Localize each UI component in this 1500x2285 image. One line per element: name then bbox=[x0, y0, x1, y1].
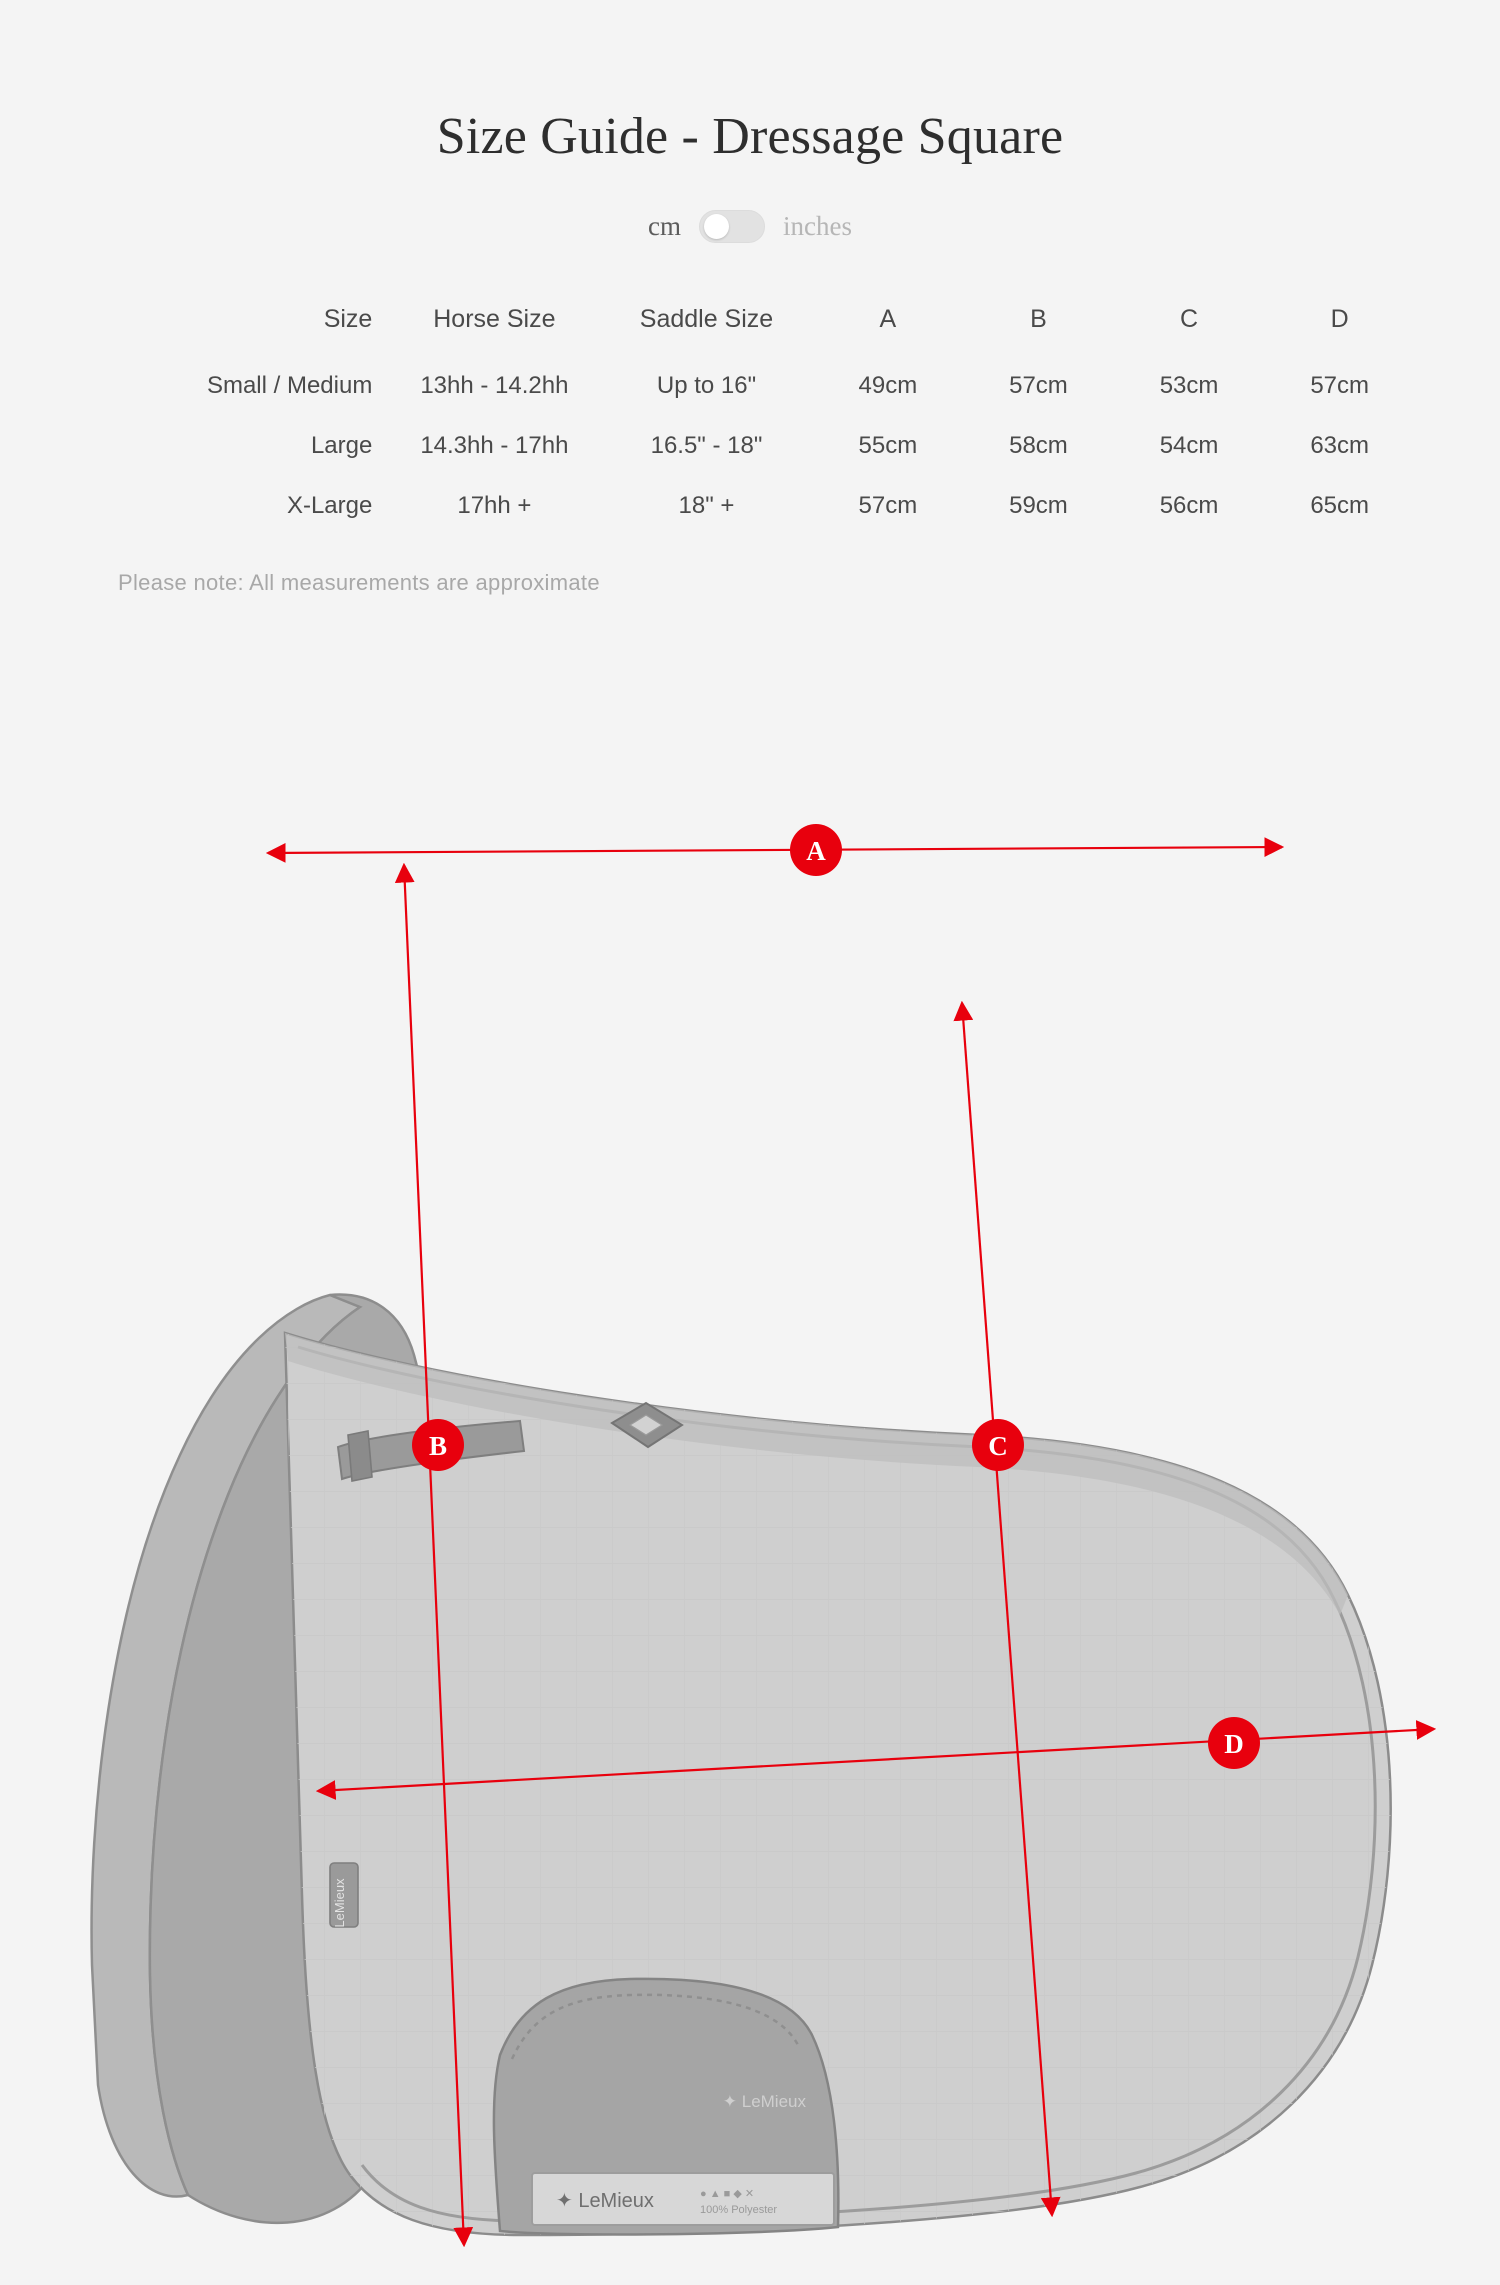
header-a: A bbox=[879, 304, 897, 333]
svg-text:● ▲ ■ ◆ ✕: ● ▲ ■ ◆ ✕ bbox=[700, 2187, 755, 2200]
table-header-row bbox=[85, 295, 1415, 356]
measurement-note: Please note: All measurements are approximate bbox=[118, 569, 600, 595]
cell-saddle-size: 16.5" - 18" bbox=[650, 431, 763, 459]
svg-text:C: C bbox=[988, 1430, 1008, 1461]
marker-c bbox=[972, 1419, 1024, 1471]
unit-toggle[interactable] bbox=[0, 210, 1500, 243]
cell-a: 55cm bbox=[858, 431, 918, 459]
cell-horse-size: 17hh + bbox=[457, 491, 532, 519]
cell-b: 57cm bbox=[1009, 371, 1068, 399]
cell-horse-size: 13hh - 14.2hh bbox=[420, 371, 569, 399]
cell-saddle-size: 18" + bbox=[678, 491, 735, 519]
unit-label-cm[interactable]: cm bbox=[648, 210, 681, 241]
cell-c: 56cm bbox=[1159, 491, 1219, 519]
cell-d: 63cm bbox=[1310, 431, 1369, 459]
header-c: C bbox=[1180, 304, 1199, 333]
cell-d: 65cm bbox=[1310, 491, 1369, 519]
page-title: Size Guide - Dressage Square bbox=[436, 107, 1064, 165]
toggle-knob bbox=[704, 214, 729, 239]
svg-text:B: B bbox=[428, 1430, 448, 1461]
size-table bbox=[85, 295, 1415, 536]
header-horse-size: Horse Size bbox=[433, 304, 556, 333]
table-row bbox=[85, 356, 1415, 416]
marker-d bbox=[1208, 1717, 1260, 1769]
cell-size: Small / Medium bbox=[206, 371, 373, 399]
svg-text:✦ LeMieux: ✦ LeMieux bbox=[556, 2189, 654, 2212]
table-row bbox=[85, 476, 1415, 536]
svg-text:LeMieux: LeMieux bbox=[332, 1878, 347, 1928]
unit-toggle-switch[interactable] bbox=[699, 210, 765, 243]
pad-care-label bbox=[532, 2173, 834, 2225]
saddle-pad-diagram bbox=[0, 735, 1500, 2285]
cell-b: 59cm bbox=[1009, 491, 1068, 519]
cell-c: 53cm bbox=[1159, 371, 1219, 399]
measure-line-a bbox=[268, 847, 1282, 853]
cell-a: 49cm bbox=[858, 371, 918, 399]
table-row bbox=[85, 416, 1415, 476]
cell-horse-size: 14.3hh - 17hh bbox=[420, 431, 569, 459]
header-saddle-size: Saddle Size bbox=[639, 304, 774, 333]
cell-a: 57cm bbox=[858, 491, 918, 519]
svg-text:D: D bbox=[1224, 1728, 1244, 1759]
header-size: Size bbox=[323, 304, 373, 333]
pad-side-tag bbox=[330, 1863, 358, 1928]
cell-saddle-size: Up to 16" bbox=[656, 371, 757, 399]
svg-text:A: A bbox=[806, 835, 826, 866]
cell-size: X-Large bbox=[286, 491, 373, 519]
size-table-wrapper bbox=[85, 295, 1415, 536]
size-guide-page bbox=[0, 35, 1500, 2285]
cell-b: 58cm bbox=[1009, 431, 1068, 459]
cell-size: Large bbox=[310, 431, 373, 459]
header-d: D bbox=[1330, 304, 1349, 333]
unit-label-inches[interactable]: inches bbox=[783, 210, 852, 241]
marker-b bbox=[412, 1419, 464, 1471]
svg-text:✦ LeMieux: ✦ LeMieux bbox=[722, 2091, 806, 2111]
svg-text:100% Polyester: 100% Polyester bbox=[700, 2203, 778, 2216]
cell-d: 57cm bbox=[1310, 371, 1369, 399]
cell-c: 54cm bbox=[1159, 431, 1219, 459]
header-b: B bbox=[1030, 304, 1047, 333]
marker-a bbox=[790, 824, 842, 876]
